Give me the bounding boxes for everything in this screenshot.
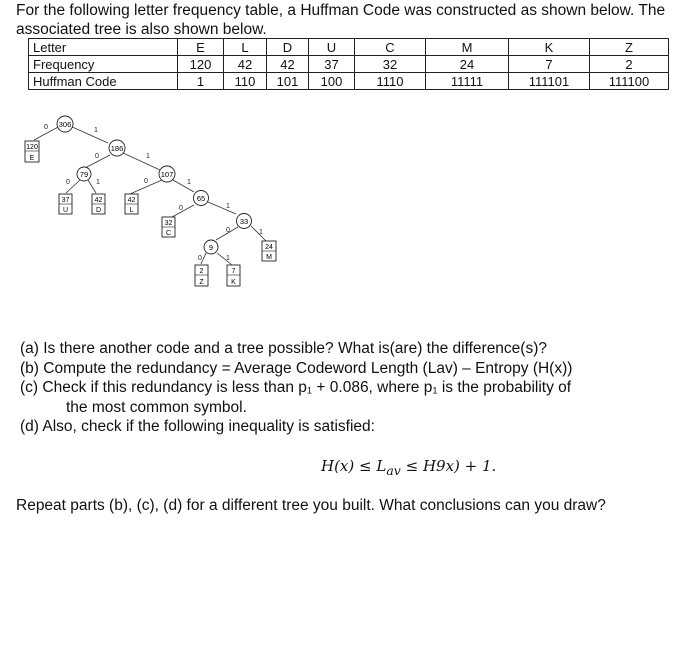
tree-edge	[172, 205, 194, 217]
svg-text:107: 107	[160, 170, 174, 179]
table-row-frequency	[29, 56, 669, 73]
table-cell: 111100	[590, 73, 669, 90]
row-label: Frequency	[29, 56, 178, 73]
tree-edge	[208, 202, 236, 214]
table-cell: 101	[267, 73, 309, 90]
svg-text:186: 186	[110, 144, 124, 153]
question-c-line2: the most common symbol.	[66, 398, 247, 416]
header-cell: L	[224, 39, 267, 56]
tree-internal-nodes	[57, 116, 252, 254]
inequality-formula	[321, 457, 496, 478]
question-d: (d) Also, check if the following inequality is satisfied:	[20, 418, 375, 435]
svg-text:E: E	[29, 155, 35, 162]
table-cell: 42	[224, 56, 267, 73]
table-cell: 32	[355, 56, 426, 73]
header-cell: Letter	[29, 39, 178, 56]
row-label: Huffman Code	[29, 73, 178, 90]
table-cell: 24	[426, 56, 509, 73]
edge-label: 0	[226, 227, 230, 234]
svg-text:79: 79	[79, 170, 89, 179]
svg-text:32: 32	[164, 220, 173, 227]
repeat-instruction: Repeat parts (b), (c), (d) for a different tree you built. What conclusions can you draw?	[16, 497, 606, 514]
edge-label: 1	[226, 255, 230, 262]
tree-leaf	[227, 265, 240, 286]
tree-node	[204, 240, 218, 254]
edge-label: 1	[96, 179, 100, 186]
svg-text:D: D	[95, 207, 102, 214]
tree-edge	[70, 126, 108, 143]
tree-leaf	[25, 141, 39, 162]
question-a: (a) Is there another code and a tree possible? What is(are) the difference(s)?	[20, 340, 547, 357]
edge-label: 0	[179, 205, 183, 212]
table-cell: 1110	[355, 73, 426, 90]
svg-text:L: L	[129, 207, 134, 214]
inequality-lhs: H(x) ≤	[321, 457, 377, 475]
edge-label: 1	[259, 229, 263, 236]
svg-text:K: K	[231, 279, 236, 286]
tree-leaf	[92, 194, 105, 214]
header-cell: U	[309, 39, 355, 56]
intro-text: For the following letter frequency table, a Huffman Code was constructed as shown below. The associated tree is also shown below.	[16, 2, 666, 38]
question-b: (b) Compute the redundancy = Average Codeword Length (Lav) – Entropy (H(x))	[20, 359, 573, 377]
svg-text:Z: Z	[199, 279, 204, 286]
header-cell: Z	[590, 39, 669, 56]
table-cell: 2	[590, 56, 669, 73]
edge-label: 0	[95, 153, 99, 160]
header-cell: C	[355, 39, 426, 56]
table-cell: 42	[267, 56, 309, 73]
svg-text:37: 37	[61, 197, 70, 204]
tree-edge	[88, 180, 96, 193]
header-cell: E	[178, 39, 224, 56]
tree-leaf	[59, 194, 72, 214]
table-header-row	[29, 39, 669, 56]
svg-text:65: 65	[196, 194, 206, 203]
header-cell: K	[509, 39, 590, 56]
tree-leaf	[162, 217, 175, 237]
svg-text:42: 42	[127, 197, 136, 204]
svg-text:120: 120	[26, 144, 38, 151]
tree-node	[237, 214, 252, 229]
table-cell: 120	[178, 56, 224, 73]
edge-label: 0	[66, 179, 70, 186]
tree-node	[57, 116, 73, 132]
table-row-code	[29, 73, 669, 90]
edge-label: 0	[198, 255, 202, 262]
svg-text:306: 306	[58, 120, 72, 129]
huffman-tree	[0, 110, 300, 295]
table-cell: 7	[509, 56, 590, 73]
table-cell: 111101	[509, 73, 590, 90]
table-cell: 100	[309, 73, 355, 90]
inequality-rhs: ≤ H9x) + 1.	[400, 457, 497, 475]
inequality-L: L	[376, 457, 387, 475]
table-cell: 37	[309, 56, 355, 73]
svg-text:M: M	[266, 254, 272, 261]
svg-text:24: 24	[265, 244, 273, 251]
tree-node	[194, 191, 209, 206]
table-cell: 11111	[426, 73, 509, 90]
table-cell: 1	[178, 73, 224, 90]
svg-text:U: U	[62, 207, 69, 214]
tree-node	[109, 140, 125, 156]
header-cell: D	[267, 39, 309, 56]
svg-text:42: 42	[94, 197, 103, 204]
question-c-line1: (c) Check if this redundancy is less than p₁ + 0.086, where p₁ is the probability of	[20, 379, 572, 396]
svg-text:C: C	[165, 230, 172, 237]
edge-label: 1	[187, 179, 191, 186]
edge-label: 0	[44, 124, 48, 131]
inequality-subscript: av	[386, 463, 401, 478]
edge-label: 1	[146, 153, 150, 160]
edge-label: 1	[226, 203, 230, 210]
tree-leaves	[25, 141, 276, 286]
tree-node	[159, 166, 175, 182]
svg-text:7: 7	[231, 268, 236, 275]
frequency-table	[28, 38, 669, 90]
table-cell: 110	[224, 73, 267, 90]
svg-text:2: 2	[199, 268, 204, 275]
tree-edge-labels	[44, 124, 263, 262]
edge-label: 1	[94, 127, 98, 134]
header-cell: M	[426, 39, 509, 56]
tree-leaf	[125, 194, 138, 214]
svg-text:33: 33	[239, 217, 249, 226]
tree-leaf	[195, 265, 208, 286]
svg-text:9: 9	[208, 243, 214, 252]
tree-node	[77, 167, 91, 181]
tree-leaf	[262, 241, 276, 261]
question-list	[20, 339, 690, 437]
question-c	[20, 378, 690, 417]
tree-edge	[123, 153, 160, 170]
edge-label: 0	[144, 178, 148, 185]
